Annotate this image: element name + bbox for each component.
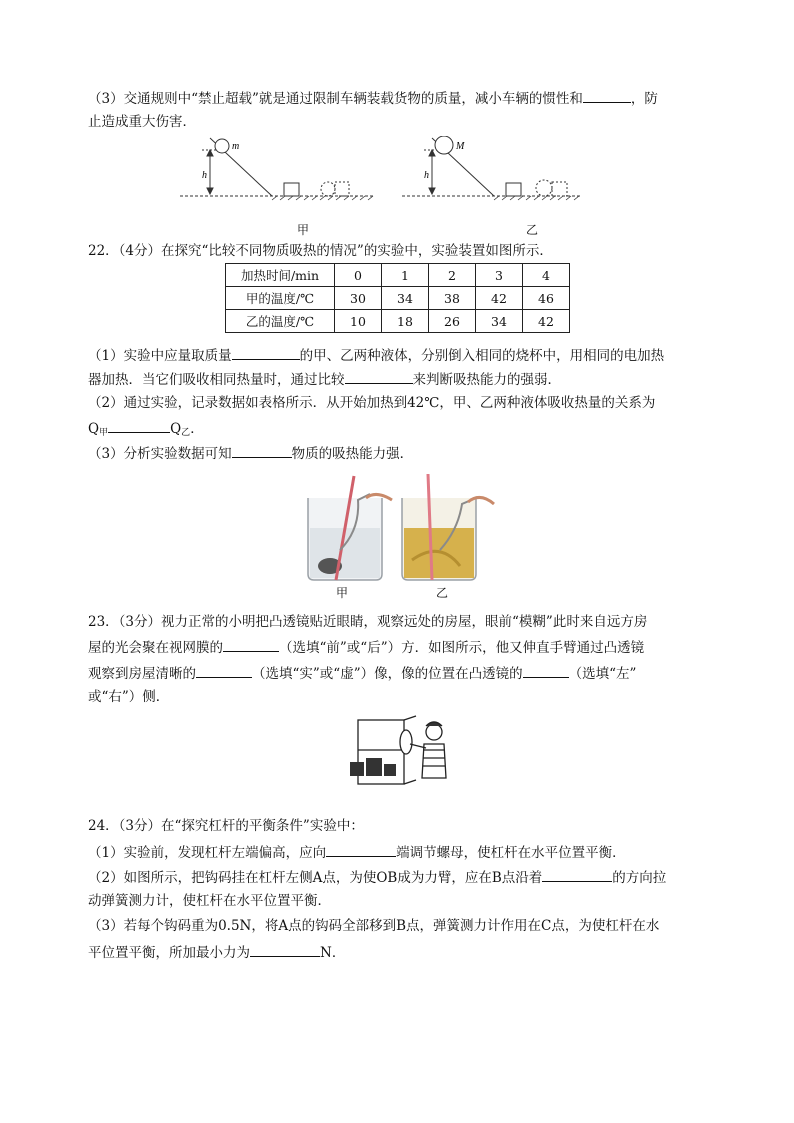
fig-caption-yi: 乙 xyxy=(526,223,539,237)
q23-text: （选填“前”或“后”）方．如图所示，他又伸直手臂通过凸透镜 xyxy=(279,640,645,656)
boy xyxy=(410,722,446,778)
q-symbol: Q xyxy=(88,421,100,437)
q24-text: 的方向拉 xyxy=(612,870,667,886)
table-cell: 10 xyxy=(335,310,382,333)
slope-right xyxy=(402,136,580,200)
answer-blank[interactable] xyxy=(223,637,279,652)
q22-text: （3）分析实验数据可知 xyxy=(88,446,232,462)
beaker-left xyxy=(308,476,392,580)
q21-3-line1 xyxy=(88,88,658,108)
q21-3-text: （3）交通规则中“禁止超载”就是通过限制车辆装载货物的质量，减小车辆的惯性和 xyxy=(88,91,583,107)
answer-blank[interactable] xyxy=(326,842,396,857)
height-label-right: h xyxy=(424,170,429,181)
table-cell: 30 xyxy=(335,287,382,310)
answer-blank[interactable] xyxy=(108,418,170,433)
q24-p3-line1: （3）若每个钩码重为0.5N，将A点的钩码全部移到B点，弹簧测力计作用在C点，为使杠杆在水 xyxy=(88,918,660,934)
q22-p2-line2 xyxy=(88,418,204,442)
q22-text: ． xyxy=(190,421,204,437)
answer-blank[interactable] xyxy=(542,867,612,882)
q23-line4: 或“右”）侧． xyxy=(88,689,170,705)
table-cell: 3 xyxy=(476,264,523,287)
q-symbol: Q xyxy=(170,421,182,437)
lens-window-illustration xyxy=(344,714,450,790)
q22-p2-line1: （2）通过实验，记录数据如表格所示．从开始加热到42℃，甲、乙两种液体吸收热量的关系为 xyxy=(88,395,656,411)
q23-line2 xyxy=(88,637,644,657)
table-cell: 加热时间/min xyxy=(226,264,335,287)
beaker-right xyxy=(402,474,494,580)
q24-text: （1）实验前，发现杠杆左端偏高，应向 xyxy=(88,845,327,861)
table-cell: 26 xyxy=(429,310,476,333)
q24-title: 24．（3分）在“探究杠杆的平衡条件”实验中： xyxy=(88,818,364,834)
table-cell: 4 xyxy=(523,264,570,287)
answer-blank[interactable] xyxy=(196,663,252,678)
q22-text: 物质的吸热能力强． xyxy=(291,446,414,462)
table-cell: 2 xyxy=(429,264,476,287)
mass-big-label: M xyxy=(456,141,465,152)
table-row xyxy=(226,264,570,287)
table-cell: 42 xyxy=(523,310,570,333)
table-cell: 甲的温度/℃ xyxy=(226,287,335,310)
slope-left xyxy=(180,138,375,200)
q23-line1: 23．（3分）视力正常的小明把凸透镜贴近眼睛，观察远处的房屋，眼前“模糊”此时来自远方房 xyxy=(88,614,648,630)
table-cell: 乙的温度/℃ xyxy=(226,310,335,333)
answer-blank[interactable] xyxy=(345,369,413,384)
q22-p1-line2 xyxy=(88,369,561,389)
q22-text: （1）实验中应量取质量 xyxy=(88,348,232,364)
q24-p3-line2 xyxy=(88,942,345,962)
height-label-left: h xyxy=(202,170,207,181)
q-subscript: 乙 xyxy=(181,428,191,438)
q23-text: 屋的光会聚在视网膜的 xyxy=(88,640,223,656)
beaker-caption-jia: 甲 xyxy=(336,586,349,600)
table-cell: 34 xyxy=(382,287,429,310)
answer-blank[interactable] xyxy=(232,443,292,458)
q21-3-line2: 止造成重大伤害． xyxy=(88,114,196,130)
answer-blank[interactable] xyxy=(232,345,300,360)
beaker-caption-yi: 乙 xyxy=(436,586,449,600)
q22-title: 22．（4分）在探究“比较不同物质吸热的情况”的实验中，实验装置如图所示． xyxy=(88,243,553,259)
temperature-table xyxy=(225,263,570,333)
q24-text: （2）如图所示，把钩码挂在杠杆左侧A点，为使OB成为力臂，应在B点沿着 xyxy=(88,870,543,886)
answer-blank[interactable] xyxy=(250,942,320,957)
table-cell: 0 xyxy=(335,264,382,287)
convex-lens xyxy=(400,730,412,754)
table-row xyxy=(226,287,570,310)
q-subscript: 甲 xyxy=(99,428,109,438)
q24-text: N． xyxy=(320,945,346,961)
q23-line3 xyxy=(88,663,636,683)
q24-p1 xyxy=(88,842,626,862)
q24-text: 平位置平衡，所加最小力为 xyxy=(88,945,250,961)
q22-p1-line1 xyxy=(88,345,664,365)
fig-caption-jia: 甲 xyxy=(297,223,310,237)
q21-3-text: ，防 xyxy=(630,91,658,107)
mass-small-label: m xyxy=(232,141,240,152)
slope-diagram xyxy=(180,136,580,216)
answer-blank[interactable] xyxy=(523,663,569,678)
q23-text: （选填“左” xyxy=(568,666,637,682)
table-cell: 34 xyxy=(476,310,523,333)
q23-text: （选填“实”或“虚”）像，像的位置在凸透镜的 xyxy=(252,666,523,682)
q24-text: 端调节螺母，使杠杆在水平位置平衡． xyxy=(396,845,626,861)
table-cell: 1 xyxy=(382,264,429,287)
table-cell: 38 xyxy=(429,287,476,310)
q22-text: 的甲、乙两种液体，分别倒入相同的烧杯中，用相同的电加热 xyxy=(299,348,665,364)
q23-text: 观察到房屋清晰的 xyxy=(88,666,196,682)
q24-p2-line1 xyxy=(88,867,666,887)
distant-houses xyxy=(350,758,396,776)
table-cell: 42 xyxy=(476,287,523,310)
q22-text: 器加热．当它们吸收相同热量时，通过比较 xyxy=(88,372,345,388)
beaker-photo xyxy=(300,470,500,582)
table-cell: 46 xyxy=(523,287,570,310)
answer-blank[interactable] xyxy=(583,88,631,103)
q22-text: 来判断吸热能力的强弱． xyxy=(412,372,561,388)
q24-p2-line2: 动弹簧测力计，使杠杆在水平位置平衡． xyxy=(88,893,331,909)
q22-p3 xyxy=(88,443,413,463)
table-cell: 18 xyxy=(382,310,429,333)
table-row xyxy=(226,310,570,333)
